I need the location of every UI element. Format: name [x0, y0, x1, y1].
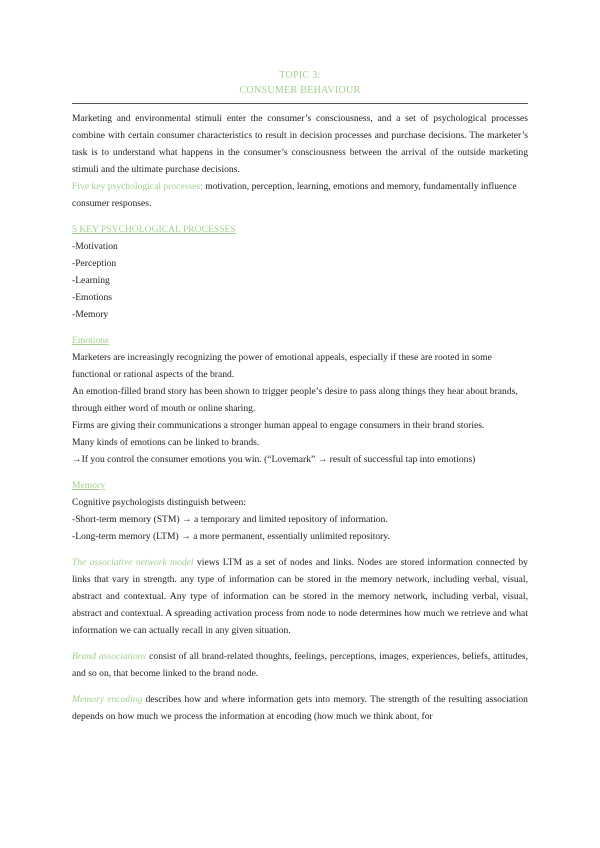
network-text: views LTM as a set of nodes and links. Nodes are stored information connected by links that vary in strength. any type of information can be stored in the memory network, including verbal, visual, abstract and contextual. Any type of information can be stored in the memory network, including verbal, visual, abstract and contextual. A spreading activation process from node to node determines how much we retrieve and what information we can actually recall in any given situation.	[72, 557, 528, 636]
key-processes-text: motivation, perception, learning, emotions and memory, fundamentally influence consumer responses.	[72, 181, 517, 209]
emotions-line: Many kinds of emotions can be linked to brands.	[72, 437, 260, 448]
associations-text: consist of all brand-related thoughts, feelings, perceptions, images, experiences, beliefs, attitudes, and so on, that become linked to the brand node.	[72, 651, 528, 679]
list-item: -Motivation	[72, 241, 118, 252]
intro-paragraph: Marketing and environmental stimuli enter the consumer’s consciousness, and a set of psychological processes combine with certain consumer characteristics to result in decision processes and purchase decisions. The marketer’s task is to understand what happens in the consumer’s consciousness between the arrival of the outside marketing stimuli and the ultimate purchase decisions.	[72, 113, 528, 175]
memory-line: Cognitive psychologists distinguish between:	[72, 497, 247, 508]
network-paragraph	[72, 554, 528, 639]
associations-term: Brand associations	[72, 651, 147, 662]
key-processes-label: Five key psychological processes:	[72, 181, 203, 192]
emotions-heading-text: Emotions	[72, 335, 109, 346]
network-term: The associative network model	[72, 557, 194, 568]
associations-paragraph	[72, 648, 528, 682]
list-item: -Emotions	[72, 292, 112, 303]
title-divider	[72, 103, 528, 104]
encoding-paragraph	[72, 691, 528, 725]
emotions-line: →If you control the consumer emotions you win. (“Lovemark” → result of successful tap into emotions)	[72, 454, 476, 465]
processes-list	[72, 238, 528, 323]
encoding-term: Memory encoding	[72, 694, 143, 705]
processes-heading	[72, 221, 528, 238]
memory-line: -Short-term memory (STM) → a temporary and limited repository of information.	[72, 514, 388, 525]
page-subtitle: CONSUMER BEHAVIOUR	[239, 85, 361, 96]
emotions-line: Firms are giving their communications a stronger human appeal to engage consumers in their brand stories.	[72, 420, 485, 431]
emotions-heading	[72, 332, 528, 349]
memory-heading	[72, 477, 528, 494]
document-page	[72, 68, 528, 725]
list-item: -Learning	[72, 275, 110, 286]
key-processes-paragraph	[72, 178, 528, 212]
memory-line: -Long-term memory (LTM) → a more permanent, essentially unlimited repository.	[72, 531, 390, 542]
page-title: TOPIC 3:	[279, 70, 321, 81]
memory-heading-text: Memory	[72, 480, 106, 491]
emotions-line: Marketers are increasingly recognizing the power of emotional appeals, especially if these are rooted in some functional or rational aspects of the brand.	[72, 352, 492, 380]
emotions-line: An emotion-filled brand story has been shown to trigger people’s desire to pass along things they hear about brands, through either word of mouth or online sharing.	[72, 386, 518, 414]
list-item: -Perception	[72, 258, 117, 269]
list-item: -Memory	[72, 309, 109, 320]
encoding-text: describes how and where information gets into memory. The strength of the resulting association depends on how much we process the information at encoding (how much we think about, for	[72, 694, 528, 722]
processes-heading-text: 5 KEY PSYCHOLOGICAL PROCESSES	[72, 224, 236, 235]
